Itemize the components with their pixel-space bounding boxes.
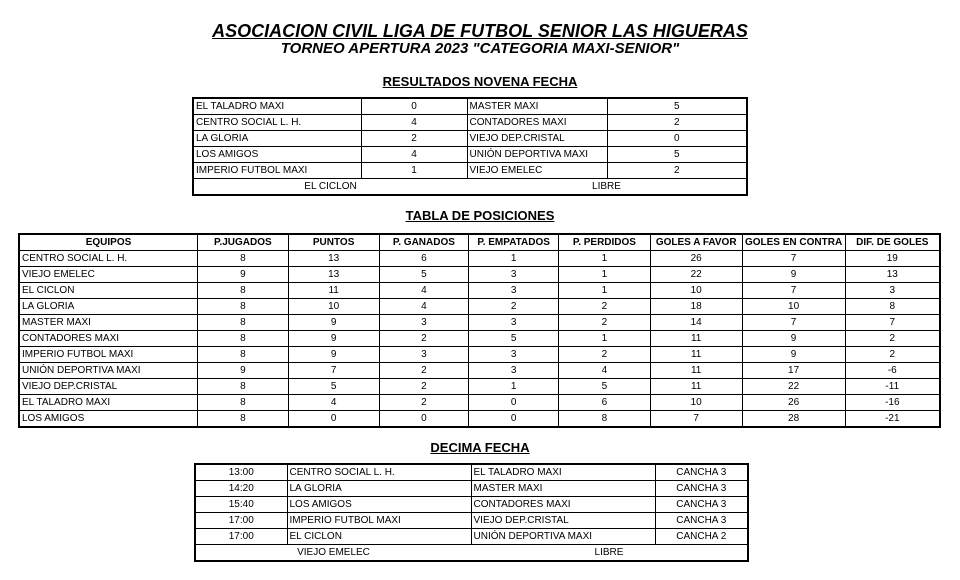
team-name: LA GLORIA	[19, 299, 197, 315]
away-team: CONTADORES MAXI	[467, 115, 607, 131]
stat-cell: 9	[197, 363, 288, 379]
stat-cell: 6	[559, 395, 651, 411]
stat-cell: 8	[197, 283, 288, 299]
table-row	[19, 411, 940, 428]
away-goals: 0	[607, 131, 747, 147]
stat-cell: 8	[197, 395, 288, 411]
home-goals: 1	[361, 163, 467, 179]
home-team: EL TALADRO MAXI	[193, 98, 361, 115]
stat-cell: 3	[845, 283, 940, 299]
schedule-table	[194, 463, 749, 562]
table-row	[19, 267, 940, 283]
fixture-row	[195, 497, 748, 513]
stat-cell: 2	[379, 379, 469, 395]
away-team: UNIÓN DEPORTIVA MAXI	[471, 529, 655, 545]
stat-cell: 7	[650, 411, 742, 428]
table-row	[19, 347, 940, 363]
stat-cell: 4	[379, 283, 469, 299]
stat-cell: 8	[197, 331, 288, 347]
away-team: VIEJO DEP.CRISTAL	[467, 131, 607, 147]
table-row	[19, 331, 940, 347]
team-name: EL CICLON	[19, 283, 197, 299]
stat-cell: 8	[197, 411, 288, 428]
stat-cell: 3	[469, 267, 559, 283]
stat-cell: 5	[469, 331, 559, 347]
results-table	[192, 97, 748, 196]
stat-cell: 0	[469, 411, 559, 428]
column-header: DIF. DE GOLES	[845, 234, 940, 251]
home-team: LA GLORIA	[193, 131, 361, 147]
team-name: IMPERIO FUTBOL MAXI	[19, 347, 197, 363]
table-row	[19, 379, 940, 395]
league-title: ASOCIACION CIVIL LIGA DE FUTBOL SENIOR LAS HIGUERAS	[212, 21, 748, 41]
stat-cell: 17	[742, 363, 845, 379]
table-row	[19, 315, 940, 331]
column-header: EQUIPOS	[19, 234, 197, 251]
stat-cell: 1	[469, 379, 559, 395]
stat-cell: 2	[379, 331, 469, 347]
standings-table	[18, 233, 941, 428]
stat-cell: 9	[288, 331, 379, 347]
stat-cell: 13	[845, 267, 940, 283]
result-row	[193, 98, 747, 115]
stat-cell: 8	[845, 299, 940, 315]
table-row	[19, 299, 940, 315]
team-name: UNIÓN DEPORTIVA MAXI	[19, 363, 197, 379]
stat-cell: 10	[288, 299, 379, 315]
result-row	[193, 131, 747, 147]
stat-cell: 10	[650, 395, 742, 411]
home-team: LA GLORIA	[287, 481, 471, 497]
stat-cell: 2	[559, 347, 651, 363]
column-header: GOLES EN CONTRA	[742, 234, 845, 251]
bye-team: VIEJO EMELEC	[195, 545, 471, 562]
field-name: CANCHA 3	[655, 513, 748, 529]
stat-cell: 2	[379, 395, 469, 411]
field-name: CANCHA 2	[655, 529, 748, 545]
result-row	[193, 147, 747, 163]
stat-cell: 2	[469, 299, 559, 315]
stat-cell: 11	[650, 363, 742, 379]
stat-cell: 9	[742, 331, 845, 347]
stat-cell: 5	[559, 379, 651, 395]
away-goals: 2	[607, 115, 747, 131]
away-team: VIEJO EMELEC	[467, 163, 607, 179]
stat-cell: 1	[559, 331, 651, 347]
column-header: P. PERDIDOS	[559, 234, 651, 251]
stat-cell: -21	[845, 411, 940, 428]
stat-cell: 1	[559, 251, 651, 267]
stat-cell: 8	[197, 379, 288, 395]
kickoff-time: 13:00	[195, 464, 287, 481]
stat-cell: 13	[288, 267, 379, 283]
column-header: GOLES A FAVOR	[650, 234, 742, 251]
away-team: EL TALADRO MAXI	[471, 464, 655, 481]
column-header: P. GANADOS	[379, 234, 469, 251]
stat-cell: 10	[742, 299, 845, 315]
stat-cell: 19	[845, 251, 940, 267]
stat-cell: 2	[845, 331, 940, 347]
stat-cell: 10	[650, 283, 742, 299]
kickoff-time: 14:20	[195, 481, 287, 497]
bye-team: EL CICLON	[193, 179, 467, 196]
stat-cell: 11	[650, 331, 742, 347]
stat-cell: 4	[559, 363, 651, 379]
stat-cell: 2	[559, 299, 651, 315]
standings-heading: TABLA DE POSICIONES	[405, 208, 555, 223]
column-header: PUNTOS	[288, 234, 379, 251]
stat-cell: 9	[742, 347, 845, 363]
fixture-row	[195, 513, 748, 529]
stat-cell: 11	[288, 283, 379, 299]
stat-cell: 7	[742, 251, 845, 267]
away-team: UNIÓN DEPORTIVA MAXI	[467, 147, 607, 163]
bye-row	[195, 545, 748, 562]
team-name: VIEJO DEP.CRISTAL	[19, 379, 197, 395]
schedule-heading: DECIMA FECHA	[430, 440, 530, 455]
team-name: CENTRO SOCIAL L. H.	[19, 251, 197, 267]
stat-cell: 8	[559, 411, 651, 428]
home-team: IMPERIO FUTBOL MAXI	[193, 163, 361, 179]
away-team: MASTER MAXI	[467, 98, 607, 115]
stat-cell: 1	[559, 267, 651, 283]
result-row	[193, 163, 747, 179]
table-row	[19, 363, 940, 379]
away-team: VIEJO DEP.CRISTAL	[471, 513, 655, 529]
stat-cell: 2	[559, 315, 651, 331]
home-goals: 0	[361, 98, 467, 115]
home-goals: 4	[361, 147, 467, 163]
stat-cell: 1	[559, 283, 651, 299]
stat-cell: 4	[288, 395, 379, 411]
stat-cell: 5	[288, 379, 379, 395]
home-team: LOS AMIGOS	[193, 147, 361, 163]
bye-label: LIBRE	[471, 545, 748, 562]
stat-cell: 7	[845, 315, 940, 331]
stat-cell: 1	[469, 251, 559, 267]
stat-cell: 0	[288, 411, 379, 428]
team-name: EL TALADRO MAXI	[19, 395, 197, 411]
team-name: CONTADORES MAXI	[19, 331, 197, 347]
table-row	[19, 395, 940, 411]
stat-cell: 11	[650, 347, 742, 363]
stat-cell: 11	[650, 379, 742, 395]
tournament-subtitle: TORNEO APERTURA 2023 "CATEGORIA MAXI-SENIOR"	[280, 40, 680, 57]
fixture-row	[195, 464, 748, 481]
bye-row	[193, 179, 747, 196]
away-goals: 2	[607, 163, 747, 179]
kickoff-time: 15:40	[195, 497, 287, 513]
stat-cell: 9	[288, 315, 379, 331]
stat-cell: 2	[845, 347, 940, 363]
home-goals: 4	[361, 115, 467, 131]
bye-label: LIBRE	[467, 179, 747, 196]
stat-cell: 22	[650, 267, 742, 283]
stat-cell: 2	[379, 363, 469, 379]
stat-cell: 26	[742, 395, 845, 411]
home-team: EL CICLON	[287, 529, 471, 545]
result-row	[193, 115, 747, 131]
field-name: CANCHA 3	[655, 481, 748, 497]
stat-cell: 22	[742, 379, 845, 395]
fixture-row	[195, 481, 748, 497]
stat-cell: -16	[845, 395, 940, 411]
team-name: VIEJO EMELEC	[19, 267, 197, 283]
away-goals: 5	[607, 147, 747, 163]
kickoff-time: 17:00	[195, 529, 287, 545]
field-name: CANCHA 3	[655, 497, 748, 513]
stat-cell: 0	[469, 395, 559, 411]
results-heading: RESULTADOS NOVENA FECHA	[382, 74, 578, 89]
stat-cell: 3	[469, 363, 559, 379]
stat-cell: 9	[288, 347, 379, 363]
home-team: LOS AMIGOS	[287, 497, 471, 513]
stat-cell: 8	[197, 299, 288, 315]
away-team: MASTER MAXI	[471, 481, 655, 497]
stat-cell: 5	[379, 267, 469, 283]
stat-cell: 6	[379, 251, 469, 267]
stat-cell: 26	[650, 251, 742, 267]
fixture-row	[195, 529, 748, 545]
stat-cell: 18	[650, 299, 742, 315]
stat-cell: 0	[379, 411, 469, 428]
stat-cell: 9	[197, 267, 288, 283]
stat-cell: 8	[197, 315, 288, 331]
stat-cell: 3	[469, 347, 559, 363]
team-name: MASTER MAXI	[19, 315, 197, 331]
stat-cell: 9	[742, 267, 845, 283]
stat-cell: 14	[650, 315, 742, 331]
stat-cell: 28	[742, 411, 845, 428]
table-row	[19, 251, 940, 267]
stat-cell: 4	[379, 299, 469, 315]
stat-cell: 8	[197, 251, 288, 267]
stat-cell: 3	[469, 283, 559, 299]
kickoff-time: 17:00	[195, 513, 287, 529]
stat-cell: 3	[379, 315, 469, 331]
column-header: P.JUGADOS	[197, 234, 288, 251]
away-goals: 5	[607, 98, 747, 115]
stat-cell: 3	[469, 315, 559, 331]
home-team: CENTRO SOCIAL L. H.	[193, 115, 361, 131]
home-team: IMPERIO FUTBOL MAXI	[287, 513, 471, 529]
away-team: CONTADORES MAXI	[471, 497, 655, 513]
home-team: CENTRO SOCIAL L. H.	[287, 464, 471, 481]
stat-cell: -11	[845, 379, 940, 395]
table-row	[19, 283, 940, 299]
stat-cell: 3	[379, 347, 469, 363]
column-header: P. EMPATADOS	[469, 234, 559, 251]
stat-cell: 7	[742, 283, 845, 299]
home-goals: 2	[361, 131, 467, 147]
stat-cell: -6	[845, 363, 940, 379]
stat-cell: 7	[742, 315, 845, 331]
stat-cell: 7	[288, 363, 379, 379]
team-name: LOS AMIGOS	[19, 411, 197, 428]
field-name: CANCHA 3	[655, 464, 748, 481]
stat-cell: 13	[288, 251, 379, 267]
stat-cell: 8	[197, 347, 288, 363]
